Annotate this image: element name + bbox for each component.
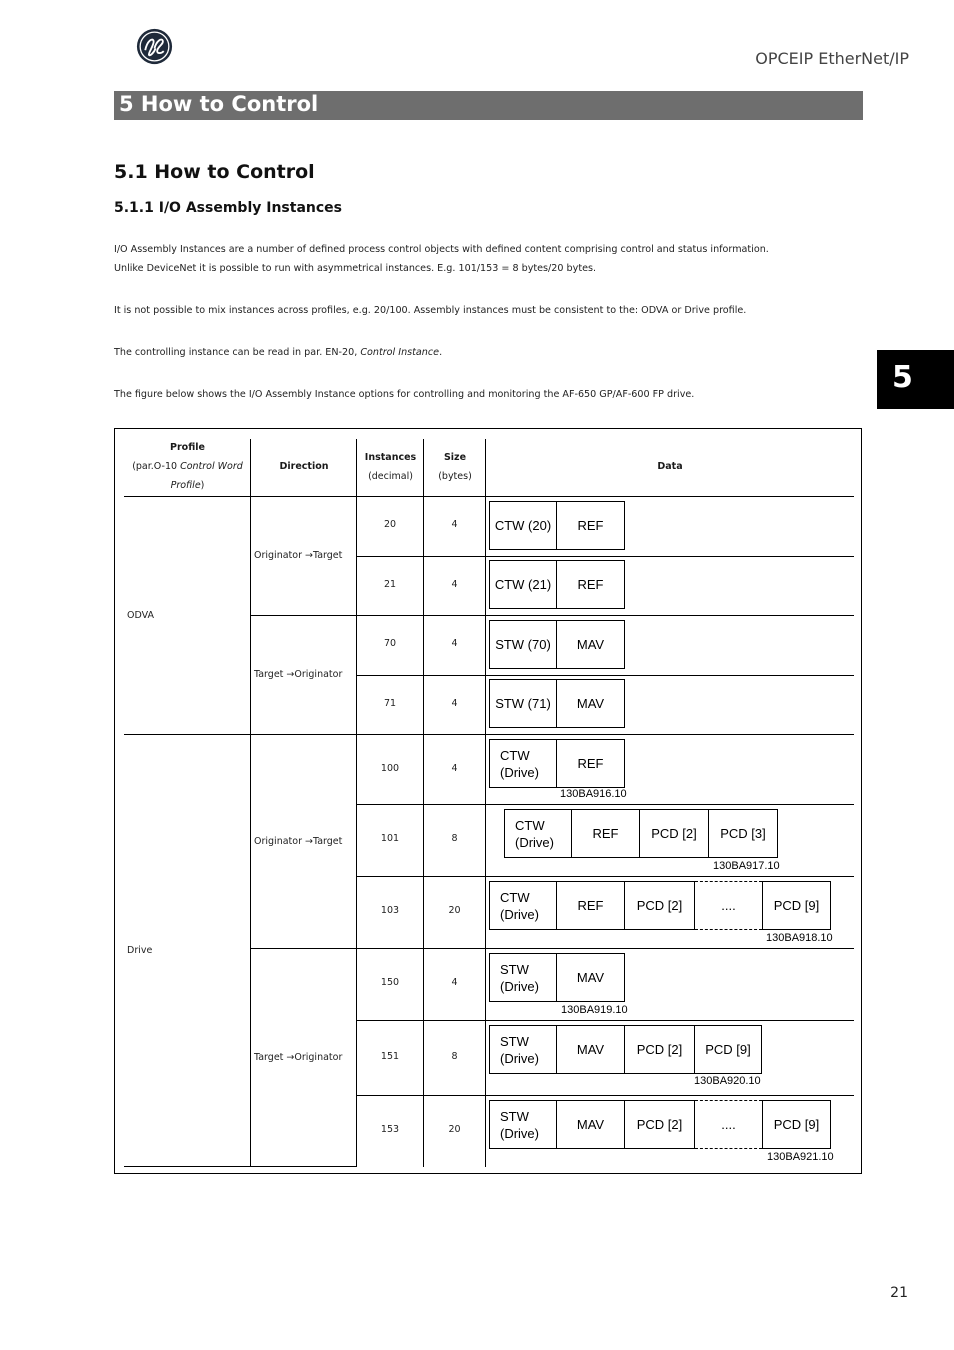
size-value: 20	[448, 905, 461, 916]
instance-value: 153	[380, 1124, 400, 1135]
chapter-title-bar	[114, 91, 863, 120]
paragraph-2: It is not possible to mix instances across profiles, e.g. 20/100. Assembly instances must be consistent to the: ODVA or Drive profile.	[114, 305, 747, 316]
data-box-mav: MAV	[556, 1025, 625, 1074]
paragraph-3-suffix: .	[439, 347, 443, 358]
paragraph-3-text: The controlling instance can be read in par. EN-20,	[114, 347, 361, 358]
instance-value: 100	[380, 763, 400, 774]
header-direction: Direction	[279, 461, 329, 472]
size-value: 4	[451, 698, 458, 709]
profile-odva: ODVA	[127, 610, 155, 621]
subsection-title: 5.1.1 I/O Assembly Instances	[114, 200, 342, 216]
header-instances	[357, 448, 424, 486]
header-product-name: OPCEIP EtherNet/IP	[755, 49, 909, 68]
data-box-ctw-drive: CTW (Drive)	[489, 739, 557, 788]
instance-value: 71	[383, 698, 397, 709]
header-profile	[125, 438, 250, 495]
figure-code: 130BA918.10	[766, 932, 833, 944]
size-value: 20	[448, 1124, 461, 1135]
instance-value: 21	[383, 579, 397, 590]
header-data: Data	[657, 461, 683, 472]
io-assembly-table	[114, 428, 862, 1174]
header-instances-sub: (decimal)	[368, 471, 413, 482]
header-profile-sub-suffix: )	[200, 480, 205, 491]
instance-value: 20	[383, 519, 397, 530]
data-box-ctw-drive: CTW (Drive)	[489, 881, 557, 930]
size-value: 4	[451, 977, 458, 988]
header-profile-sub-2	[125, 476, 250, 495]
figure-code: 130BA921.10	[767, 1151, 834, 1163]
data-box-stw-drive: STW (Drive)	[489, 1025, 557, 1074]
header-instances-label: Instances	[364, 452, 417, 463]
header-profile-sub	[125, 457, 250, 476]
header-profile-sub-italic-2: Profile	[170, 480, 201, 491]
data-box-ellipsis: ....	[695, 1100, 762, 1149]
data-box-ref: REF	[556, 881, 625, 930]
data-box-mav: MAV	[556, 620, 625, 669]
row-rule	[250, 615, 854, 616]
data-box-stw: STW (70)	[489, 620, 557, 669]
figure-code: 130BA919.10	[561, 1004, 628, 1016]
table-bottom-rule	[124, 1166, 357, 1167]
row-rule	[356, 804, 854, 805]
chapter-side-tab-number: 5	[892, 360, 913, 395]
header-size	[424, 448, 486, 486]
data-box-ellipsis: ....	[695, 881, 762, 930]
size-value: 8	[451, 833, 458, 844]
size-value: 4	[451, 638, 458, 649]
size-value: 4	[451, 579, 458, 590]
row-rule	[356, 1095, 854, 1096]
data-box-ctw-drive: CTW (Drive)	[504, 809, 572, 858]
paragraph-3	[114, 343, 442, 362]
data-box-pcd: PCD [9]	[762, 881, 831, 930]
direction-odva-orig-target: Originator →Target	[254, 550, 343, 561]
divider-size-data	[485, 439, 486, 1167]
data-box-pcd: PCD [9]	[694, 1025, 762, 1074]
direction-odva-target-orig: Target →Originator	[254, 669, 343, 680]
instance-value: 101	[380, 833, 400, 844]
data-box-pcd: PCD [2]	[624, 1025, 695, 1074]
header-size-label: Size	[443, 452, 467, 463]
header-profile-label: Profile	[170, 442, 205, 453]
direction-drive-target-orig: Target →Originator	[254, 1052, 343, 1063]
section-title: 5.1 How to Control	[114, 161, 315, 183]
ge-logo-icon	[136, 28, 173, 65]
size-value: 4	[451, 763, 458, 774]
header-profile-sub-italic-1: Control Word	[180, 461, 243, 472]
data-box-pcd: PCD [3]	[708, 809, 778, 858]
row-rule	[356, 556, 854, 557]
instance-value: 70	[383, 638, 397, 649]
profile-drive: Drive	[127, 945, 153, 956]
data-box-pcd: PCD [2]	[639, 809, 709, 858]
data-box-ctw: CTW (20)	[489, 501, 557, 550]
row-rule	[356, 1020, 854, 1021]
chapter-title: 5 How to Control	[119, 92, 319, 116]
profile-rule	[124, 734, 854, 735]
chapter-side-tab	[877, 350, 954, 409]
data-box-ref: REF	[571, 809, 640, 858]
size-value: 8	[451, 1051, 458, 1062]
data-box-pcd: PCD [2]	[624, 1100, 695, 1149]
data-box-stw-drive: STW (Drive)	[489, 1100, 557, 1149]
header-profile-sub-prefix: (par.O-10	[132, 461, 181, 472]
data-box-ref: REF	[556, 501, 625, 550]
data-box-ref: REF	[556, 739, 625, 788]
paragraph-1-line-1: I/O Assembly Instances are a number of defined process control objects with defined content comprising control and status information.	[114, 244, 769, 255]
instance-value: 151	[380, 1051, 400, 1062]
size-value: 4	[451, 519, 458, 530]
direction-drive-orig-target: Originator →Target	[254, 836, 343, 847]
page-number: 21	[890, 1285, 908, 1301]
data-box-pcd: PCD [2]	[624, 881, 695, 930]
header-size-sub: (bytes)	[438, 471, 472, 482]
instance-value: 103	[380, 905, 400, 916]
data-box-pcd: PCD [9]	[762, 1100, 831, 1149]
instance-value: 150	[380, 977, 400, 988]
figure-code: 130BA917.10	[713, 860, 780, 872]
data-box-mav: MAV	[556, 679, 625, 728]
data-box-ctw: CTW (21)	[489, 560, 557, 609]
paragraph-3-italic: Control Instance	[360, 347, 440, 358]
data-box-mav: MAV	[556, 1100, 625, 1149]
divider-profile-direction	[250, 439, 251, 1167]
paragraph-1-line-2: Unlike DeviceNet it is possible to run with asymmetrical instances. E.g. 101/153 = 8 bytes/20 bytes.	[114, 263, 597, 274]
data-box-stw: STW (71)	[489, 679, 557, 728]
row-rule	[250, 948, 854, 949]
row-rule	[356, 675, 854, 676]
data-box-mav: MAV	[556, 953, 625, 1002]
data-box-ref: REF	[556, 560, 625, 609]
data-box-stw-drive: STW (Drive)	[489, 953, 557, 1002]
paragraph-4: The figure below shows the I/O Assembly Instance options for controlling and monitoring the AF-650 GP/AF-600 FP drive.	[114, 389, 695, 400]
row-rule	[356, 876, 854, 877]
figure-code: 130BA920.10	[694, 1075, 761, 1087]
figure-code: 130BA916.10	[560, 788, 627, 800]
header-rule	[124, 496, 854, 497]
